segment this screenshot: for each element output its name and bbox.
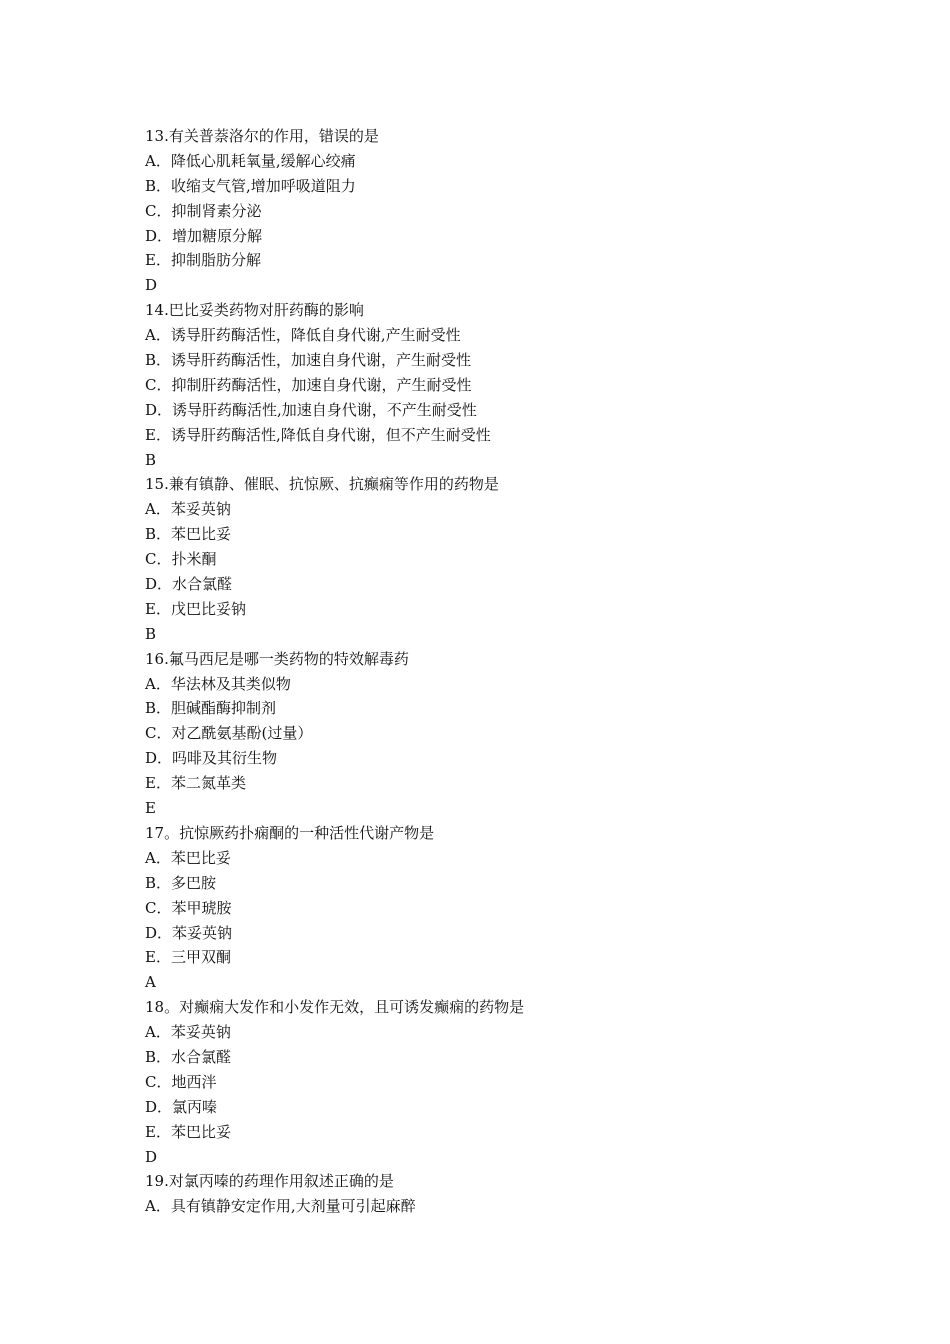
question-18-option-a: A．苯妥英钠 — [145, 1023, 231, 1042]
question-16-option-a: A．华法林及其类似物 — [145, 674, 291, 693]
question-17-answer: A — [145, 973, 156, 992]
question-14-option-c: C．抑制肝药酶活性，加速自身代谢，产生耐受性 — [145, 375, 472, 394]
question-17-option-c: C．苯甲琥胺 — [145, 898, 232, 917]
question-14-answer: B — [145, 450, 157, 469]
question-13-text: 13.有关普萘洛尔的作用，错误的是 — [145, 127, 379, 145]
question-14-option-a: A．诱导肝药酶活性，降低自身代谢,产生耐受性 — [145, 326, 461, 345]
question-13-answer: D — [145, 276, 158, 295]
question-17-text: 17。抗惊厥药扑痫酮的一种活性代谢产物是 — [145, 823, 435, 842]
question-16-option-d: D．吗啡及其衍生物 — [145, 749, 278, 768]
question-17-option-d: D．苯妥英钠 — [145, 923, 233, 942]
question-18-option-c: C．地西泮 — [145, 1072, 217, 1091]
question-14-text: 14.巴比妥类药物对肝药酶的影响 — [145, 301, 364, 320]
question-15-option-a: A．苯妥英钠 — [145, 500, 231, 519]
question-16-option-c: C．对乙酰氨基酚(过量） — [145, 724, 313, 743]
question-16-option-e: E．苯二氮革类 — [145, 774, 246, 793]
document-page — [145, 124, 905, 1219]
question-19-option-a: A．具有镇静安定作用,大剂量可引起麻醉 — [145, 1197, 416, 1216]
question-15-option-e: E．戊巴比妥钠 — [145, 599, 246, 618]
question-18-option-b: B．水合氯醛 — [145, 1047, 232, 1066]
question-18-text: 18。对癫痫大发作和小发作无效，且可诱发癫痫的药物是 — [145, 998, 525, 1017]
question-17-option-b: B．多巴胺 — [145, 873, 217, 892]
question-17-option-a: A．苯巴比妥 — [145, 848, 231, 867]
question-15-answer: B — [145, 624, 157, 643]
question-14-option-d: D．诱导肝药酶活性,加速自身代谢，不产生耐受性 — [145, 400, 477, 419]
question-14-option-b: B．诱导肝药酶活性，加速自身代谢，产生耐受性 — [145, 351, 472, 370]
question-17-option-e: E．三甲双酮 — [145, 948, 231, 967]
question-15-option-c: C．扑米酮 — [145, 550, 217, 569]
question-16-text: 16.氟马西尼是哪一类药物的特效解毒药 — [145, 649, 409, 668]
question-18-option-d: D．氯丙嗪 — [145, 1097, 218, 1116]
question-16-option-b: B．胆碱酯酶抑制剂 — [145, 699, 277, 718]
question-14-option-e: E．诱导肝药酶活性,降低自身代谢，但不产生耐受性 — [145, 425, 491, 444]
question-19-text: 19.对氯丙嗪的药理作用叙述正确的是 — [145, 1172, 394, 1191]
question-13-option-e: E．抑制脂肪分解 — [145, 251, 261, 270]
question-15-option-d: D．水合氯醛 — [145, 575, 233, 594]
question-18-answer: D — [145, 1147, 158, 1166]
question-13-option-a: A．降低心肌耗氧量,缓解心绞痛 — [145, 151, 356, 170]
question-13-option-b: B．收缩支气管,增加呼吸道阻力 — [145, 176, 356, 195]
question-16-answer: E — [145, 799, 156, 818]
question-13-option-d: D．增加糖原分解 — [145, 226, 263, 245]
question-13-option-c: C．抑制肾素分泌 — [145, 201, 262, 220]
question-15-option-b: B．苯巴比妥 — [145, 525, 232, 544]
question-15-text: 15.兼有镇静、催眠、抗惊厥、抗癫痫等作用的药物是 — [145, 475, 499, 494]
question-18-option-e: E．苯巴比妥 — [145, 1122, 231, 1141]
